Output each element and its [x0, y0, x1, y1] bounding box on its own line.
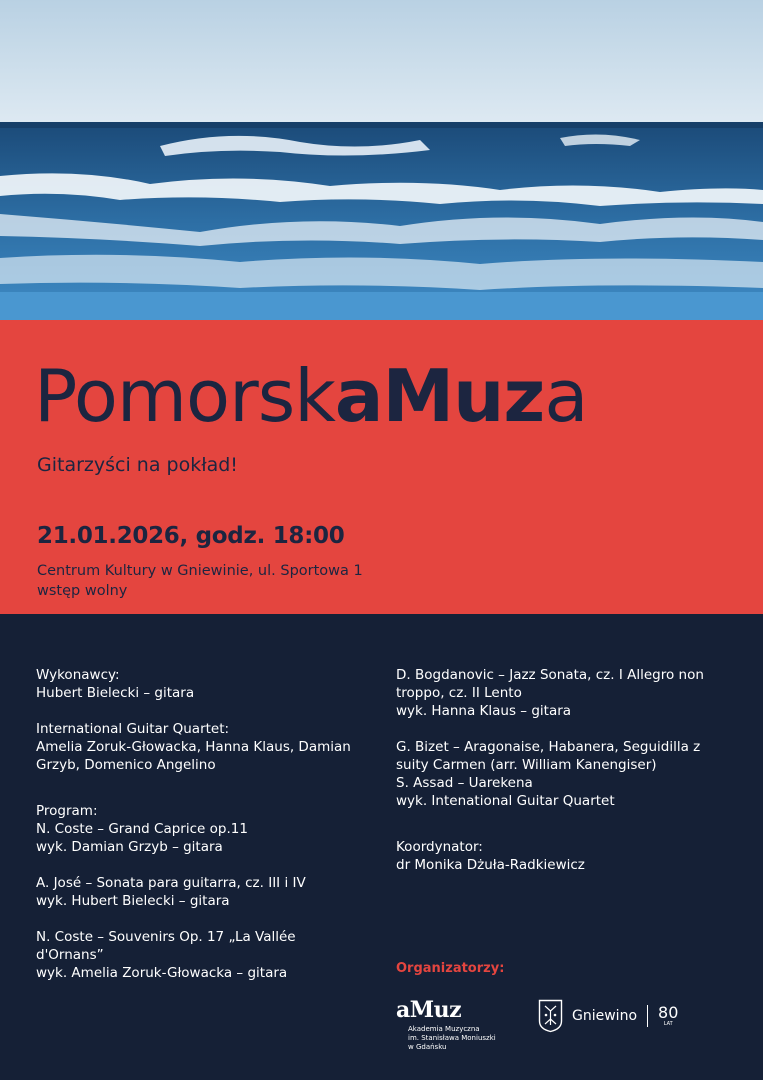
quartet-heading: International Guitar Quartet:	[36, 721, 230, 737]
program-piece: N. Coste – Grand Caprice op.11	[36, 821, 248, 837]
event-datetime: 21.01.2026, godz. 18:00	[37, 523, 345, 549]
program-performer: wyk. Amelia Zoruk-Głowacka – gitara	[36, 965, 288, 981]
program-item-5	[396, 738, 736, 810]
venue-address: Centrum Kultury w Gniewinie, ul. Sportowa 1	[37, 563, 363, 579]
poster-title	[34, 354, 588, 438]
amuz-logo-block	[396, 999, 496, 1052]
program-item-4	[396, 666, 736, 720]
program-piece: S. Assad – Uarekena	[396, 775, 533, 791]
quartet-members-line-2: Grzyb, Domenico Angelino	[36, 757, 216, 773]
title-part-1: Pomorsk	[34, 354, 335, 438]
organizers-label: Organizatorzy:	[396, 961, 505, 976]
program-heading: Program:	[36, 803, 98, 819]
program-performer: wyk. Intenational Guitar Quartet	[396, 793, 615, 809]
program-item-1	[36, 802, 366, 856]
header-panel	[0, 320, 763, 614]
poster-subtitle: Gitarzyści na pokład!	[37, 454, 238, 476]
coordinator-heading: Koordynator:	[396, 839, 483, 855]
anniversary-badge	[658, 1005, 678, 1027]
performer-entry: Hubert Bielecki – gitara	[36, 685, 195, 701]
title-part-2: aMuz	[334, 354, 545, 438]
gniewino-logo-block	[538, 999, 678, 1033]
logo-divider	[647, 1005, 648, 1027]
quartet-block	[36, 720, 366, 774]
right-column	[396, 666, 736, 892]
sea-photo	[0, 0, 763, 320]
program-item-3	[36, 928, 366, 982]
gniewino-name: Gniewino	[572, 1008, 638, 1024]
amuz-logo: aMuz	[396, 997, 462, 1023]
amuz-name-line-3: w Gdańsku	[408, 1043, 447, 1051]
program-piece: G. Bizet – Aragonaise, Habanera, Seguidilla z	[396, 739, 701, 755]
quartet-members-line-1: Amelia Zoruk-Głowacka, Hanna Klaus, Damian	[36, 739, 351, 755]
program-piece-cont: troppo, cz. II Lento	[396, 685, 522, 701]
program-performer: wyk. Hubert Bielecki – gitara	[36, 893, 230, 909]
amuz-name-line-1: Akademia Muzyczna	[408, 1025, 480, 1033]
details-panel	[0, 614, 763, 1080]
coat-of-arms-icon	[538, 999, 563, 1033]
program-piece: A. José – Sonata para guitarra, cz. III i IV	[36, 875, 306, 891]
amuz-name-line-2: im. Stanisława Moniuszki	[408, 1034, 496, 1042]
program-piece: N. Coste – Souvenirs Op. 17 „La Vallée d'Ornans”	[36, 929, 296, 963]
program-piece-cont: suity Carmen (arr. William Kanengiser)	[396, 757, 657, 773]
left-column	[36, 666, 366, 1000]
admission-note: wstęp wolny	[37, 583, 128, 599]
program-item-2	[36, 874, 366, 910]
program-piece: D. Bogdanovic – Jazz Sonata, cz. I Allegro non	[396, 667, 704, 683]
anniversary-number: 80	[658, 1003, 679, 1022]
coordinator-block	[396, 838, 736, 874]
program-performer: wyk. Damian Grzyb – gitara	[36, 839, 223, 855]
amuz-name	[408, 1025, 496, 1052]
performers-heading: Wykonawcy:	[36, 667, 120, 683]
anniversary-unit: LAT	[663, 1021, 673, 1027]
coordinator-name: dr Monika Dżuła-Radkiewicz	[396, 857, 585, 873]
title-part-3: a	[544, 354, 588, 438]
performers-block	[36, 666, 366, 702]
program-performer: wyk. Hanna Klaus – gitara	[396, 703, 572, 719]
event-venue	[37, 561, 363, 601]
